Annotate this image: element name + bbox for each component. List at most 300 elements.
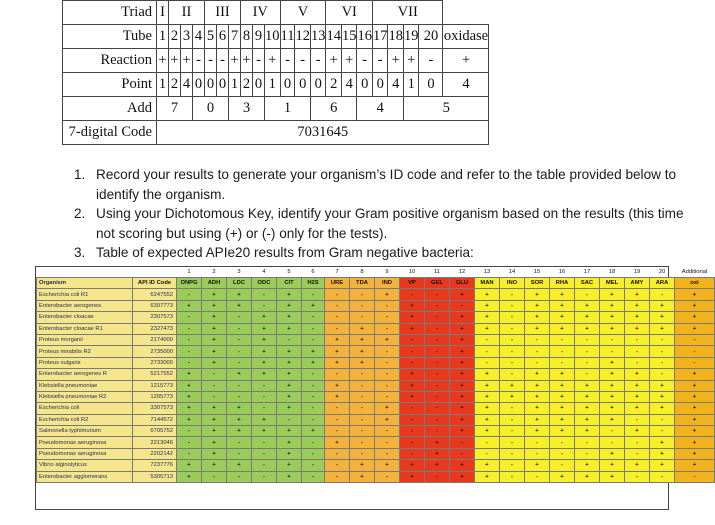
result-cell: - [400, 426, 425, 437]
result-cell: + [575, 460, 600, 471]
result-cell: + [600, 289, 625, 300]
group-cell: VI [326, 1, 373, 25]
result-cell: + [550, 426, 575, 437]
result-cell: + [600, 357, 625, 368]
code-cell: - [193, 49, 205, 73]
instruction-text: Record your results to generate your organism’s ID code and refer to the table provided below to identify the organism. [96, 167, 677, 202]
result-cell: + [400, 391, 425, 402]
result-cell: - [252, 391, 277, 402]
table-row [37, 357, 715, 368]
column-header: SAC [575, 278, 600, 289]
result-cell: - [350, 426, 375, 437]
result-cell: + [525, 300, 550, 311]
result-cell: + [575, 426, 600, 437]
code-cell: 4 [341, 73, 357, 97]
result-cell: - [625, 471, 650, 482]
group-cell: II [169, 1, 205, 25]
result-cell: - [350, 437, 375, 448]
result-cell: + [277, 380, 302, 391]
column-header: ODC [252, 278, 277, 289]
blank-cell [37, 267, 133, 278]
result-cell: - [575, 369, 600, 380]
result-cell: - [650, 289, 675, 300]
result-cell: - [600, 334, 625, 345]
code-cell: 0 [310, 73, 326, 97]
organism-name: Salmonella typhimurium [37, 426, 133, 437]
column-header: AMY [625, 278, 650, 289]
blank-cell [133, 267, 177, 278]
result-cell: - [500, 471, 525, 482]
organism-name: Proteus mirabilis R2 [37, 346, 133, 357]
test-number: 11 [425, 267, 450, 278]
result-cell: - [252, 437, 277, 448]
result-cell: - [375, 471, 400, 482]
result-cell: - [600, 437, 625, 448]
table-row [37, 403, 715, 414]
code-cell: 0 [295, 73, 311, 97]
api-code-table [62, 0, 489, 145]
column-header: VP [400, 278, 425, 289]
result-cell: - [252, 289, 277, 300]
result-cell: - [575, 357, 600, 368]
result-cell: + [475, 380, 500, 391]
code-cell: 2 [169, 25, 181, 49]
result-cell: - [575, 346, 600, 357]
result-cell: + [675, 312, 715, 323]
result-cell: - [302, 460, 325, 471]
instruction-text: Using your Dichotomous Key, identify your Gram positive organism based on the results (this time not scoring but using (+) or (-) only for the tests). [96, 206, 684, 241]
result-cell: + [575, 391, 600, 402]
result-cell: - [500, 437, 525, 448]
result-cell: + [600, 312, 625, 323]
api-id-code: 1215773 [133, 380, 177, 391]
result-cell: + [302, 426, 325, 437]
result-cell: - [675, 357, 715, 368]
api-id-code: 2733000 [133, 357, 177, 368]
instruction-number: 2. [74, 206, 86, 221]
result-cell: - [575, 448, 600, 459]
result-cell: + [450, 346, 475, 357]
result-cell: - [252, 471, 277, 482]
result-cell: - [475, 334, 500, 345]
table-row [37, 471, 715, 482]
table-row [37, 346, 715, 357]
result-cell: + [475, 403, 500, 414]
result-cell: - [325, 323, 350, 334]
api20e-results-table [36, 267, 715, 483]
result-cell: + [475, 471, 500, 482]
result-cell: - [625, 334, 650, 345]
result-cell: + [325, 334, 350, 345]
result-cell: - [302, 403, 325, 414]
code-row [63, 1, 489, 25]
result-cell: - [600, 346, 625, 357]
code-cell: 0 [419, 73, 443, 97]
result-cell: + [400, 300, 425, 311]
column-header: ONPG [177, 278, 202, 289]
result-cell: + [350, 460, 375, 471]
column-header: oxi [675, 278, 715, 289]
result-cell: + [600, 460, 625, 471]
result-cell: + [550, 403, 575, 414]
result-cell: + [475, 289, 500, 300]
result-cell: - [450, 437, 475, 448]
test-number: 1 [177, 267, 202, 278]
result-cell: - [375, 426, 400, 437]
organism-name: Escherichia coli [37, 403, 133, 414]
result-cell: + [675, 448, 715, 459]
result-cell: - [400, 403, 425, 414]
organism-name: Proteus vulgaris [37, 357, 133, 368]
result-cell: - [227, 448, 252, 459]
code-cell: + [181, 49, 193, 73]
result-cell: + [277, 357, 302, 368]
result-cell: - [325, 300, 350, 311]
result-cell: + [650, 391, 675, 402]
result-cell: - [302, 437, 325, 448]
code-cell: 4 [388, 73, 404, 97]
code-row [63, 25, 489, 49]
result-cell: - [252, 460, 277, 471]
api-id-code: 2174000 [133, 334, 177, 345]
result-cell: + [252, 369, 277, 380]
result-cell: + [650, 312, 675, 323]
result-cell: - [575, 289, 600, 300]
result-cell: - [650, 414, 675, 425]
result-cell: + [475, 312, 500, 323]
result-cell: - [425, 380, 450, 391]
result-cell: + [550, 300, 575, 311]
result-cell: + [177, 460, 202, 471]
result-cell: + [400, 471, 425, 482]
result-cell: + [625, 369, 650, 380]
code-cell: 15 [341, 25, 357, 49]
table-row [37, 312, 715, 323]
result-cell: + [277, 448, 302, 459]
result-cell: - [302, 471, 325, 482]
result-cell: - [500, 323, 525, 334]
result-cell: + [450, 426, 475, 437]
result-cell: - [375, 391, 400, 402]
result-cell: - [425, 346, 450, 357]
group-cell: 3 [229, 97, 265, 121]
test-number: 14 [500, 267, 525, 278]
result-cell: + [202, 426, 227, 437]
result-cell: + [525, 323, 550, 334]
table-row [37, 369, 715, 380]
result-cell: - [375, 380, 400, 391]
result-cell: + [650, 460, 675, 471]
result-cell: + [675, 380, 715, 391]
result-cell: - [277, 334, 302, 345]
result-cell: + [375, 414, 400, 425]
group-cell: V [280, 1, 326, 25]
result-cell: - [425, 391, 450, 402]
column-header: ARA [650, 278, 675, 289]
result-cell: + [425, 437, 450, 448]
result-cell: - [525, 357, 550, 368]
test-number: 15 [525, 267, 550, 278]
result-cell: + [525, 403, 550, 414]
column-header: LDC [227, 278, 252, 289]
result-cell: - [302, 289, 325, 300]
code-cell: + [403, 49, 419, 73]
result-cell: - [500, 414, 525, 425]
table-row [37, 414, 715, 425]
result-cell: - [227, 312, 252, 323]
result-cell: + [325, 380, 350, 391]
api-id-code: 2202142 [133, 448, 177, 459]
instructions-list [74, 165, 684, 263]
code-cell: 5 [205, 25, 217, 49]
result-cell: + [177, 300, 202, 311]
result-cell: + [525, 426, 550, 437]
result-cell: + [177, 414, 202, 425]
result-cell: + [350, 357, 375, 368]
result-cell: + [525, 312, 550, 323]
result-cell: - [302, 369, 325, 380]
result-cell: + [227, 426, 252, 437]
result-cell: - [425, 312, 450, 323]
result-cell: - [525, 448, 550, 459]
result-cell: + [302, 300, 325, 311]
group-cell: 4 [357, 97, 404, 121]
code-cell: 1 [265, 73, 281, 97]
result-cell: - [302, 391, 325, 402]
row-label: Add [63, 97, 157, 121]
code-cell: 0 [253, 73, 265, 97]
result-cell: - [302, 448, 325, 459]
result-cell: - [375, 346, 400, 357]
api-id-code: 7237776 [133, 460, 177, 471]
result-cell: - [550, 334, 575, 345]
result-cell: + [450, 471, 475, 482]
result-cell: + [525, 391, 550, 402]
result-cell: - [302, 414, 325, 425]
result-cell: - [350, 391, 375, 402]
result-cell: - [500, 426, 525, 437]
result-cell: + [525, 460, 550, 471]
result-cell: + [277, 346, 302, 357]
result-cell: + [202, 323, 227, 334]
row-label: Reaction [63, 49, 157, 73]
result-cell: + [252, 323, 277, 334]
test-number: 2 [202, 267, 227, 278]
code-cell: 4 [443, 73, 489, 97]
result-cell: + [202, 300, 227, 311]
result-cell: - [625, 357, 650, 368]
test-number: 10 [400, 267, 425, 278]
result-cell: - [400, 448, 425, 459]
code-cell: + [443, 49, 489, 73]
result-cell: - [425, 334, 450, 345]
result-cell: - [500, 289, 525, 300]
result-cell: + [277, 369, 302, 380]
result-cell: + [252, 426, 277, 437]
test-number: 17 [575, 267, 600, 278]
result-cell: + [202, 334, 227, 345]
code-cell: 0 [280, 73, 295, 97]
code-cell: - [295, 49, 311, 73]
result-cell: - [325, 414, 350, 425]
result-cell: + [575, 403, 600, 414]
result-cell: - [350, 289, 375, 300]
api-id-code: 5217552 [133, 369, 177, 380]
test-number-row [37, 267, 715, 278]
test-number: 7 [325, 267, 350, 278]
result-cell: - [500, 346, 525, 357]
result-cell: - [202, 471, 227, 482]
api-id-code: 2327473 [133, 323, 177, 334]
table-row [37, 391, 715, 402]
api-id-code: 6247552 [133, 289, 177, 300]
instruction-item [74, 243, 684, 263]
result-cell: + [625, 460, 650, 471]
organism-name: Enterobacter cloacae [37, 312, 133, 323]
organism-name: Pseudomonas aeruginosa [37, 437, 133, 448]
code-cell: 8 [241, 25, 253, 49]
result-cell: - [500, 448, 525, 459]
result-cell: + [450, 369, 475, 380]
result-cell: - [350, 369, 375, 380]
result-cell: + [350, 471, 375, 482]
code-cell: 14 [326, 25, 342, 49]
result-cell: - [450, 448, 475, 459]
result-cell: + [550, 289, 575, 300]
result-cell: - [177, 289, 202, 300]
result-cell: + [450, 460, 475, 471]
table-row [37, 380, 715, 391]
result-cell: - [350, 403, 375, 414]
result-cell: + [475, 460, 500, 471]
result-cell: - [650, 471, 675, 482]
code-cell: 11 [280, 25, 295, 49]
column-header: ADH [202, 278, 227, 289]
result-cell: - [375, 437, 400, 448]
result-cell: + [450, 414, 475, 425]
result-cell: - [177, 346, 202, 357]
organism-name: Pseudomonas aeruginosa [37, 448, 133, 459]
result-cell: + [475, 323, 500, 334]
result-cell: - [625, 448, 650, 459]
code-cell: - [372, 49, 388, 73]
result-cell: - [550, 448, 575, 459]
result-cell: + [202, 448, 227, 459]
code-cell: + [229, 49, 241, 73]
result-cell: - [425, 300, 450, 311]
result-cell: + [302, 346, 325, 357]
code-cell: - [217, 49, 229, 73]
result-cell: - [350, 300, 375, 311]
result-cell: + [650, 323, 675, 334]
result-cell: + [202, 289, 227, 300]
column-header: RHA [550, 278, 575, 289]
header-row [37, 278, 715, 289]
result-cell: - [575, 334, 600, 345]
result-cell: + [450, 323, 475, 334]
code-cell: 0 [205, 73, 217, 97]
code-cell: 17 [372, 25, 388, 49]
result-cell: + [325, 391, 350, 402]
result-cell: + [375, 460, 400, 471]
result-cell: - [302, 312, 325, 323]
result-cell: - [252, 300, 277, 311]
code-cell: 16 [357, 25, 373, 49]
result-cell: + [277, 391, 302, 402]
result-cell: + [202, 460, 227, 471]
result-cell: + [277, 426, 302, 437]
result-cell: + [600, 471, 625, 482]
result-cell: - [177, 357, 202, 368]
code-cell: 9 [253, 25, 265, 49]
organism-name: Enterobacter aerogenes R [37, 369, 133, 380]
result-cell: + [400, 323, 425, 334]
result-cell: - [425, 414, 450, 425]
test-number: 12 [450, 267, 475, 278]
result-cell: + [252, 346, 277, 357]
api-id-code: 2307573 [133, 312, 177, 323]
result-cell: - [400, 437, 425, 448]
result-cell: + [475, 369, 500, 380]
result-cell: - [325, 426, 350, 437]
api-id-code: 5305713 [133, 471, 177, 482]
code-cell: + [341, 49, 357, 73]
result-cell: + [600, 414, 625, 425]
column-header: MAN [475, 278, 500, 289]
result-cell: - [302, 323, 325, 334]
result-cell: - [650, 369, 675, 380]
result-cell: - [227, 391, 252, 402]
result-cell: + [350, 323, 375, 334]
result-cell: - [227, 380, 252, 391]
result-cell: - [202, 380, 227, 391]
test-number: 5 [277, 267, 302, 278]
result-cell: - [500, 312, 525, 323]
table-row [37, 300, 715, 311]
result-cell: - [550, 437, 575, 448]
code-cell: 12 [295, 25, 311, 49]
column-header: GEL [425, 278, 450, 289]
result-cell: - [500, 403, 525, 414]
result-cell: - [227, 437, 252, 448]
result-cell: + [500, 380, 525, 391]
result-cell: + [227, 460, 252, 471]
result-cell: - [227, 346, 252, 357]
column-header: SOR [525, 278, 550, 289]
code-cell: 2 [241, 73, 253, 97]
result-cell: + [227, 414, 252, 425]
test-number: 8 [350, 267, 375, 278]
code-row [63, 49, 489, 73]
result-cell: + [525, 289, 550, 300]
result-cell: + [450, 380, 475, 391]
code-row [63, 73, 489, 97]
row-label: Point [63, 73, 157, 97]
result-cell: - [625, 437, 650, 448]
code-cell: oxidase [443, 25, 489, 49]
result-cell: + [625, 380, 650, 391]
result-cell: - [375, 312, 400, 323]
result-cell: + [575, 312, 600, 323]
result-cell: - [177, 448, 202, 459]
result-cell: + [325, 357, 350, 368]
result-cell: + [277, 289, 302, 300]
column-header: URE [325, 278, 350, 289]
code-cell: 6 [217, 25, 229, 49]
result-cell: + [425, 448, 450, 459]
code-cell: + [388, 49, 404, 73]
organism-name: Enterobacter agglomerans [37, 471, 133, 482]
